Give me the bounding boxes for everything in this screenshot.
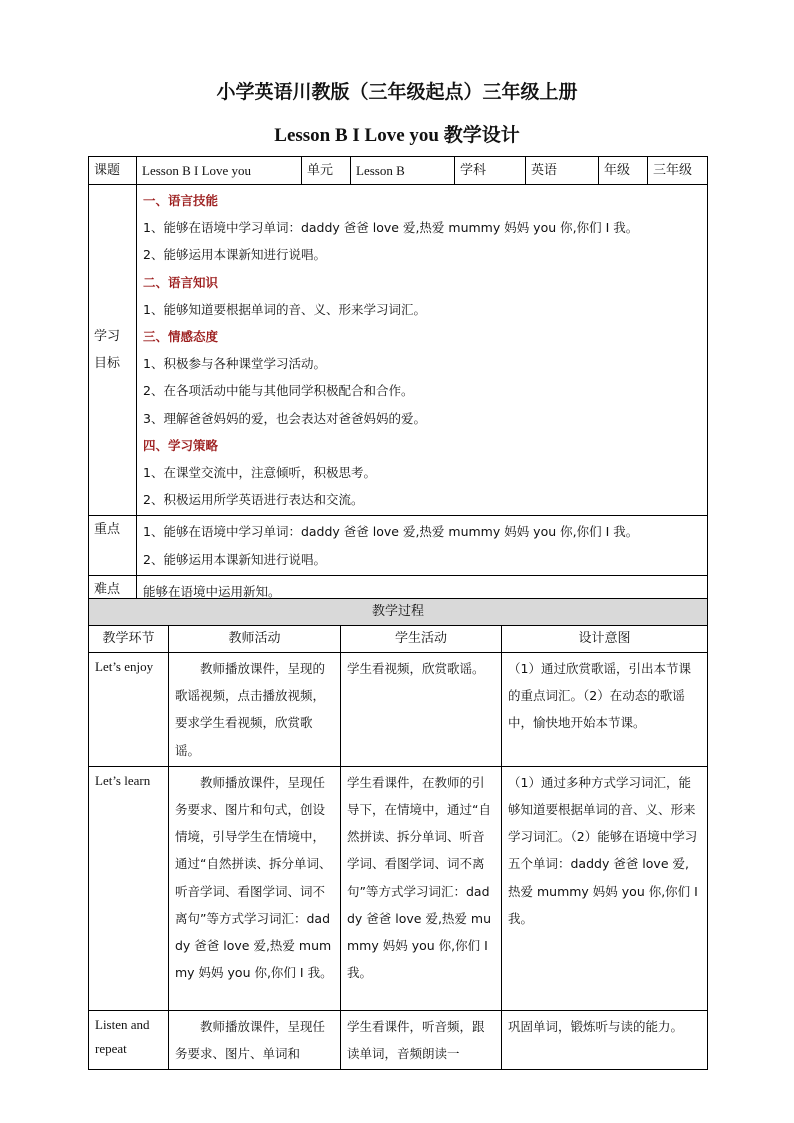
table-row-student: 学生看课件，听音频，跟读单词，音频朗读一 bbox=[341, 1010, 502, 1069]
document-subtitle: Lesson B I Love you 教学设计 bbox=[274, 125, 520, 146]
table-row-student: 学生看课件，在教师的引导下，在情境中，通过“自然拼读、拆分单词、听音学词、看图学词、词不离句”等方式学习词汇：daddy 爸爸 love 爱,热爱 mummy 妈妈 you 你,你们 I 我。 bbox=[341, 766, 502, 1010]
table-row-stage: Listen and repeat bbox=[89, 1010, 169, 1069]
table-row-teacher: 教师播放课件，呈现任务要求、图片、单词和 bbox=[169, 1010, 341, 1069]
column-header-intent: 设计意图 bbox=[502, 626, 708, 653]
table-row-teacher: 教师播放课件，呈现的歌谣视频，点击播放视频，要求学生看视频，欣赏歌谣。 bbox=[169, 653, 341, 767]
goal-line: 2、积极运用所学英语进行表达和交流。 bbox=[143, 492, 364, 508]
process-table bbox=[88, 598, 708, 1070]
key-label: 重点 bbox=[89, 516, 137, 575]
goal-line: 1、能够知道要根据单词的音、义、形来学习词汇。 bbox=[143, 301, 426, 317]
table-row-intent: 巩固单词，锻炼听与读的能力。 bbox=[502, 1010, 708, 1069]
unit-label: 单元 bbox=[302, 157, 351, 185]
goal-heading-2: 二、语言知识 bbox=[143, 274, 219, 290]
table-row-stage: Let’s enjoy bbox=[89, 653, 169, 767]
grade-value: 三年级 bbox=[648, 157, 708, 185]
document-title: 小学英语川教版（三年级起点）三年级上册 bbox=[216, 81, 578, 103]
goal-line: 2、在各项活动中能与其他同学积极配合和合作。 bbox=[143, 383, 414, 399]
goal-heading-1: 一、语言技能 bbox=[143, 193, 219, 208]
goal-line: 2、能够运用本课新知进行说唱。 bbox=[143, 247, 326, 263]
goal-heading-4: 四、学习策略 bbox=[143, 437, 219, 453]
goal-line: 1、积极参与各种课堂学习活动。 bbox=[143, 356, 326, 372]
info-table bbox=[88, 156, 708, 608]
goal-line: 1、能够在语境中学习单词：daddy 爸爸 love 爱,热爱 mummy 妈妈 you 你,你们 I 我。 bbox=[143, 220, 639, 236]
difficulty-label: 难点 bbox=[89, 575, 137, 607]
key-line: 1、能够在语境中学习单词：daddy 爸爸 love 爱,热爱 mummy 妈妈 you 你,你们 I 我。 bbox=[143, 524, 639, 540]
goals-label: 学习目标 bbox=[89, 185, 137, 516]
goal-line: 3、理解爸爸妈妈的爱，也会表达对爸爸妈妈的爱。 bbox=[143, 410, 426, 426]
column-header-stage: 教学环节 bbox=[89, 626, 169, 653]
topic-label: 课题 bbox=[89, 157, 137, 185]
process-header: 教学过程 bbox=[89, 599, 708, 626]
key-content bbox=[137, 516, 708, 575]
table-row-teacher: 教师播放课件，呈现任务要求、图片和句式，创设情境，引导学生在情境中，通过“自然拼读、拆分单词、听音学词、看图学词、词不离句”等方式学习词汇：daddy 爸爸 love 爱,热爱 mummy 妈妈 you 你,你们 I 我。 bbox=[169, 766, 341, 1010]
topic-value: Lesson B I Love you bbox=[137, 157, 302, 185]
goal-line: 1、在课堂交流中，注意倾听，积极思考。 bbox=[143, 465, 376, 481]
column-header-student: 学生活动 bbox=[341, 626, 502, 653]
subject-label: 学科 bbox=[455, 157, 526, 185]
column-header-teacher: 教师活动 bbox=[169, 626, 341, 653]
table-row-intent: （1）通过多种方式学习词汇，能够知道要根据单词的音、义、形来学习词汇。（2）能够在语境中学习五个单词：daddy 爸爸 love 爱,热爱 mummy 妈妈 you 你,你们 I 我。 bbox=[502, 766, 708, 1010]
table-row-student: 学生看视频，欣赏歌谣。 bbox=[341, 653, 502, 767]
goal-heading-3: 三、情感态度 bbox=[143, 329, 219, 345]
unit-value: Lesson B bbox=[351, 157, 455, 185]
goals-content bbox=[137, 185, 708, 516]
subject-value: 英语 bbox=[526, 157, 599, 185]
table-row-stage: Let’s learn bbox=[89, 766, 169, 1010]
difficulty-content: 能够在语境中运用新知。 bbox=[137, 575, 708, 607]
grade-label: 年级 bbox=[599, 157, 648, 185]
table-row-intent: （1）通过欣赏歌谣，引出本节课的重点词汇。（2）在动态的歌谣中，愉快地开始本节课。 bbox=[502, 653, 708, 767]
key-line: 2、能够运用本课新知进行说唱。 bbox=[143, 551, 326, 567]
